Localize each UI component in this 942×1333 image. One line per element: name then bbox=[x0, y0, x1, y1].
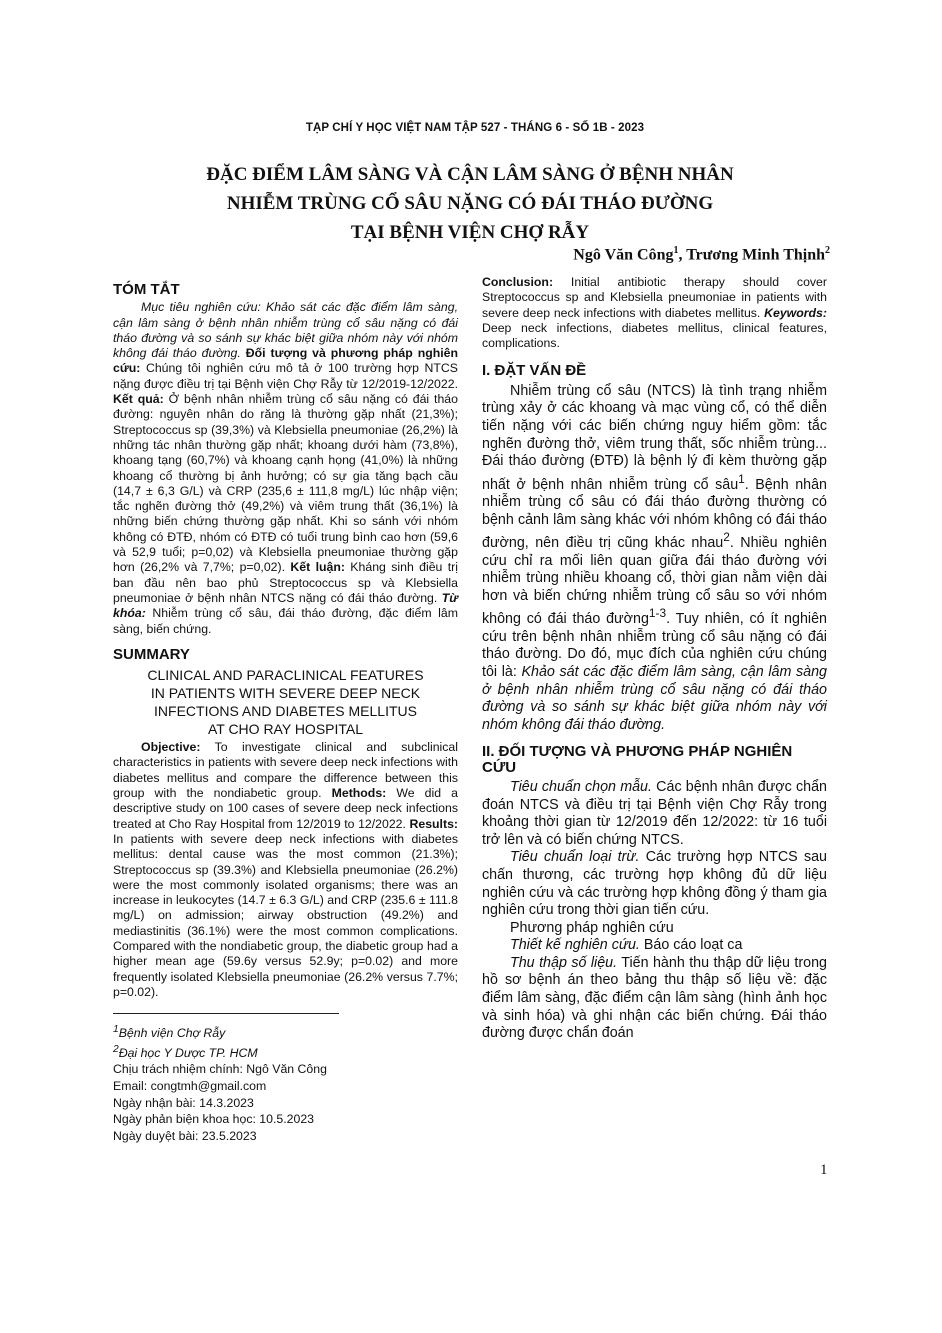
affiliation-1-mark: 1 bbox=[113, 1024, 119, 1035]
intro-text-d: . Tuy nhiên, có ít nghiên cứu trên bệnh nhân nhiễm trùng cổ sâu nặng có đái tháo đường. Do đó, mục đích của nghiên cứu chúng tôi là: bbox=[482, 611, 827, 680]
author-2-affiliation: 2 bbox=[825, 245, 830, 256]
abstract-objective-text: Khảo sát các đặc điểm lâm sàng, cận lâm sàng ở bệnh nhân nhiễm trùng cổ sâu nặng có đái tháo đường và so sánh sự khác biệt giữa nhóm này với nhóm không đái tháo đường. bbox=[113, 300, 458, 361]
summary-objective-label: Objective: bbox=[141, 740, 201, 755]
corresponding-author: Chịu trách nhiệm chính: Ngô Văn Công bbox=[113, 1062, 327, 1077]
footnote-divider bbox=[113, 1013, 339, 1014]
abstract-methods-label: Đối tượng và phương pháp nghiên cứu: bbox=[113, 346, 458, 376]
section-1-heading: I. ĐẶT VẤN ĐỀ bbox=[482, 362, 587, 380]
intro-text-b: . Bệnh nhân nhiễm trùng cổ sâu có đái tháo đường thường có bệnh cảnh lâm sàng khác với nhóm không có đái tháo đường, nên điều trị cũng khác nhau bbox=[482, 476, 827, 552]
abstract-keywords-text: Nhiễm trùng cổ sâu, đái tháo đường, đặc điểm lâm sàng, biến chứng. bbox=[113, 606, 458, 636]
summary-methods-label: Methods: bbox=[331, 786, 387, 801]
summary-en-continued bbox=[482, 275, 827, 351]
exclusion-criteria bbox=[482, 849, 827, 919]
citation-2: 2 bbox=[723, 530, 730, 545]
summary-results-text: In patients with severe deep neck infections with diabetes mellitus: dental cause was the most common (21.3%); Streptococcus sp (39.3%) and Klebsiella pneumoniae (26.2%) were the most commonly isolated organisms; there was an increase in leukocytes (14.7 ± 6.3 G/L) and CRP (235.6 ± 111.8 mg/L) on admission; airway obstruction (49.2%) and mediastinitis (36.1%) were the most common complications. Compared with the nondiabetic group, the diabetic group had a higher mean age (59.6y versus 52.9y; p=0.02) and more frequently isolated Klebsiella pneumoniae (26.2% versus 7.7%; p=0.02). bbox=[113, 831, 458, 999]
affiliation-1 bbox=[113, 1022, 443, 1042]
summary-title-line-1: CLINICAL AND PARACLINICAL FEATURES bbox=[147, 667, 424, 684]
exclusion-label: Tiêu chuẩn loại trừ. bbox=[510, 849, 640, 866]
abstract-results-text: Ở bệnh nhân nhiễm trùng cổ sâu nặng có đái tháo đường: nguyên nhân do răng là thường gặp nhất (21,3%); Streptococcus sp (39,3%) và Klebsiella pneumoniae (26,2%) là những tác nhân thường gặp nhất; khoang dưới hàm (73,8%), khoang tạng (60,7%) và khoang cạnh họng (41,0%) là những khoang cổ thường bị ảnh hưởng; có sự gia tăng bạch cầu (14,7 ± 6,3 G/L) và CRP (235,6 ± 111,8 mg/L) lúc nhập viện; tắc nghẽn đường thở (49,2%) và viêm trung thất (36,1%) là những biến chứng thường gặp nhất. Khi so sánh với nhóm không có ĐTĐ, nhóm có ĐTĐ có tuổi trung bình cao hơn (59,6 và 52,9 tuổi; p=0,02) và Klebsiella pneumoniae thường gặp hơn (26,2% và 7,7%; p=0,02). bbox=[113, 392, 458, 575]
summary-conclusion-text: Initial antibiotic therapy should cover Streptococcus sp and Klebsiella pneumoniae in patients with severe deep neck infections with diabetes mellitus. bbox=[482, 275, 827, 320]
author-2: Trương Minh Thịnh bbox=[686, 246, 825, 264]
author-separator: , bbox=[678, 246, 687, 264]
summary-keywords-label: Keywords: bbox=[764, 305, 827, 320]
right-column bbox=[482, 275, 827, 1043]
inclusion-criteria bbox=[482, 779, 827, 849]
abstract-conclusion-label: Kết luận: bbox=[290, 560, 345, 575]
summary-conclusion-label: Conclusion: bbox=[482, 275, 554, 289]
article-title bbox=[110, 160, 830, 247]
citation-3: 1-3 bbox=[648, 606, 667, 621]
title-line-3: TẠI BỆNH VIỆN CHỢ RẪY bbox=[350, 222, 590, 243]
study-design bbox=[482, 937, 827, 955]
intro-text-c: . Nhiều nghiên cứu chỉ ra mối liên quan giữa đái tháo đường với nhiễm trùng nhiều khoang cổ, thời gian nằm viện dài hơn và biến chứng nhiễm trùng cổ sâu so với nhóm không có đái tháo đường bbox=[482, 535, 827, 628]
summary-title-line-2: IN PATIENTS WITH SEVERE DEEP NECK bbox=[150, 685, 421, 702]
author-1-affiliation: 1 bbox=[673, 245, 679, 256]
page-number: 1 bbox=[820, 1162, 828, 1178]
section-1-paragraph bbox=[482, 383, 827, 735]
affiliation-2 bbox=[113, 1042, 443, 1062]
summary-keywords-text: Deep neck infections, diabetes mellitus, clinical features, complications. bbox=[482, 320, 827, 351]
summary-objective-text: To investigate clinical and subclinical characteristics in patients with severe deep neck infections with diabetes mellitus and compare the difference between this group with the nondiabetic group. bbox=[113, 740, 458, 801]
reviewed-date: Ngày phản biện khoa học: 10.5.2023 bbox=[113, 1112, 315, 1127]
intro-text-a: Nhiễm trùng cổ sâu (NTCS) là tình trạng nhiễm trùng xảy ở các khoang và mạc vùng cổ, có thể diễn tiến nặng với các biến chứng nguy hiểm gồm: tắc nghẽn đường thở, viêm trung thất, sốc nhiễm trùng... Đái tháo đường (ĐTĐ) là bệnh lý đi kèm thường gặp nhất ở bệnh nhân nhiễm trùng cổ sâu bbox=[482, 382, 827, 493]
author-line bbox=[573, 245, 830, 264]
abstract-keywords-label: Từ khóa: bbox=[113, 590, 458, 621]
citation-1: 1 bbox=[738, 471, 745, 486]
affiliation-2-text: Đại học Y Dược TP. HCM bbox=[118, 1045, 258, 1060]
summary-heading: SUMMARY bbox=[113, 645, 190, 663]
left-column bbox=[113, 280, 458, 1000]
inclusion-text: Các bệnh nhân được chẩn đoán NTCS và điều trị tại Bệnh viện Chợ Rẫy trong khoảng thời gian từ 12/2019 đến 12/2022: từ 16 tuổi trở lên và có biến chứng NTCS. bbox=[482, 778, 827, 848]
study-aim: Khảo sát các đặc điểm lâm sàng, cận lâm sàng ở bệnh nhân nhiễm trùng cổ sâu nặng có đái tháo đường và so sánh sự khác biệt giữa nhóm này với nhóm không đái tháo đường. bbox=[482, 663, 827, 733]
inclusion-label: Tiêu chuẩn chọn mẫu. bbox=[510, 778, 652, 795]
journal-header: TẠP CHÍ Y HỌC VIỆT NAM TẬP 527 - THÁNG 6 - SỐ 1B - 2023 bbox=[305, 122, 645, 134]
affiliation-1-text: Bệnh viện Chợ Rẫy bbox=[118, 1026, 226, 1041]
summary-en-body bbox=[113, 740, 458, 1000]
accepted-date: Ngày duyệt bài: 23.5.2023 bbox=[113, 1128, 257, 1143]
abstract-results-label: Kết quả: bbox=[113, 392, 164, 407]
design-label: Thiết kế nghiên cứu. bbox=[510, 937, 640, 954]
abstract-conclusion-text: Kháng sinh điều trị ban đầu nên bao phủ Streptococcus sp và Klebsiella pneumoniae ở bệnh nhân NTCS nặng có đái tháo đường. bbox=[113, 560, 458, 605]
data-collection bbox=[482, 955, 827, 1043]
abstract-objective-label: Mục tiêu nghiên cứu: bbox=[141, 300, 261, 315]
summary-title bbox=[113, 666, 458, 738]
title-line-1: ĐẶC ĐIỂM LÂM SÀNG VÀ CẬN LÂM SÀNG Ở BỆNH NHÂN bbox=[206, 164, 734, 185]
abstract-methods-text: Chúng tôi nghiên cứu mô tả ở 100 trường hợp NTCS nặng được điều trị tại Bệnh viện Chợ Rẫy từ 12/2019-12/2022. bbox=[113, 361, 458, 391]
summary-title-line-3: INFECTIONS AND DIABETES MELLITUS bbox=[154, 703, 417, 720]
received-date: Ngày nhận bài: 14.3.2023 bbox=[113, 1095, 254, 1110]
data-collection-label: Thu thập số liệu. bbox=[510, 954, 618, 971]
footnotes bbox=[113, 1022, 443, 1144]
title-line-2: NHIỄM TRÙNG CỔ SÂU NẶNG CÓ ĐÁI THÁO ĐƯỜNG bbox=[226, 193, 714, 214]
methods-subheading: Phương pháp nghiên cứu bbox=[510, 919, 674, 936]
author-1: Ngô Văn Công bbox=[573, 246, 674, 264]
data-collection-text: Tiến hành thu thập dữ liệu trong hồ sơ bệnh án theo bảng thu thập số liệu về: đặc điểm lâm sàng, đặc điểm cận lâm sàng (hình ảnh học và sinh hóa) và ghi nhận các biến chứng. Đái tháo đường được chẩn đoán bbox=[482, 954, 827, 1042]
exclusion-text: Các trường hợp NTCS sau chấn thương, các trường hợp không đủ dữ liệu nghiên cứu và các trường hợp không đồng ý tham gia nghiên cứu trong thời gian tiến cứu. bbox=[482, 849, 828, 919]
design-text: Báo cáo loạt ca bbox=[639, 937, 743, 954]
summary-title-line-4: AT CHO RAY HOSPITAL bbox=[207, 721, 364, 738]
affiliation-2-mark: 2 bbox=[113, 1043, 119, 1055]
summary-results-label: Results: bbox=[409, 816, 458, 831]
abstract-vi-body bbox=[113, 300, 458, 637]
contact-email: Email: congtmh@gmail.com bbox=[113, 1078, 267, 1093]
summary-methods-text: We did a descriptive study on 100 cases of severe deep neck infections treated at Cho Ray Hospital from 12/2019 to 12/2022. bbox=[113, 786, 458, 831]
section-2-heading: II. ĐỐI TƯỢNG VÀ PHƯƠNG PHÁP NGHIÊN CỨU bbox=[482, 743, 793, 776]
abstract-heading: TÓM TẮT bbox=[113, 281, 180, 298]
